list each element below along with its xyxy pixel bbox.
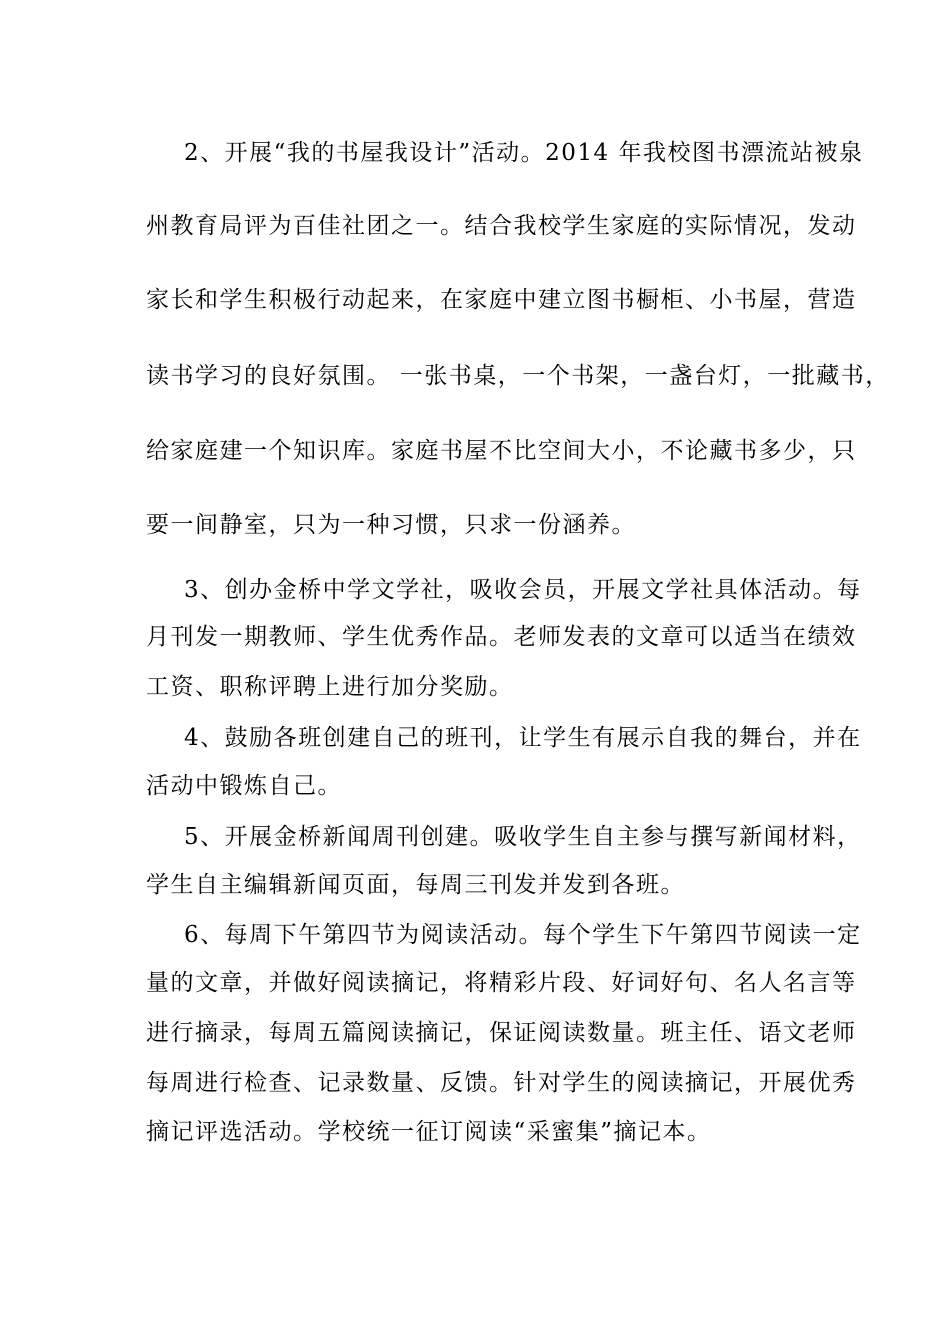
text-line: 3、创办金桥中学文学社，吸收会员，开展文学社具体活动。每	[184, 577, 862, 603]
text-line: 给家庭建一个知识库。家庭书屋不比空间大小，不论藏书多少，只	[146, 438, 857, 464]
text-line: 活动中锻炼自己。	[146, 773, 342, 799]
text-line: 要一间静室，只为一种习惯，只求一份涵养。	[146, 512, 636, 538]
text-line: 月刊发一期教师、学生优秀作品。老师发表的文章可以适当在绩效	[146, 624, 857, 650]
text-line: 州教育局评为百佳社团之一。结合我校学生家庭的实际情况，发动	[146, 213, 857, 239]
text-line: 进行摘录，每周五篇阅读摘记，保证阅读数量。班主任、语文老师	[146, 1020, 857, 1046]
text-line: 量的文章，并做好阅读摘记，将精彩片段、好词好句、名人名言等	[146, 970, 857, 996]
text-line: 2、开展“我的书屋我设计”活动。2014 年我校图书漂流站被泉	[184, 140, 864, 166]
text-line: 工资、职称评聘上进行加分奖励。	[146, 674, 514, 700]
text-line: 学生自主编辑新闻页面，每周三刊发并发到各班。	[146, 872, 685, 898]
text-line: 每周进行检查、记录数量、反馈。针对学生的阅读摘记，开展优秀	[146, 1070, 857, 1096]
text-line: 6、每周下午第四节为阅读活动。每个学生下午第四节阅读一定	[184, 922, 862, 948]
text-line: 读书学习的良好氛围。 一张书桌，一个书架，一盏台灯，一批藏书，	[146, 363, 890, 389]
text-line: 家长和学生积极行动起来，在家庭中建立图书橱柜、小书屋，营造	[146, 287, 857, 313]
text-line: 5、开展金桥新闻周刊创建。吸收学生自主参与撰写新闻材料，	[184, 824, 862, 850]
text-line: 4、鼓励各班创建自己的班刊，让学生有展示自我的舞台，并在	[184, 725, 862, 751]
text-line: 摘记评选活动。学校统一征订阅读“采蜜集”摘记本。	[146, 1119, 712, 1145]
